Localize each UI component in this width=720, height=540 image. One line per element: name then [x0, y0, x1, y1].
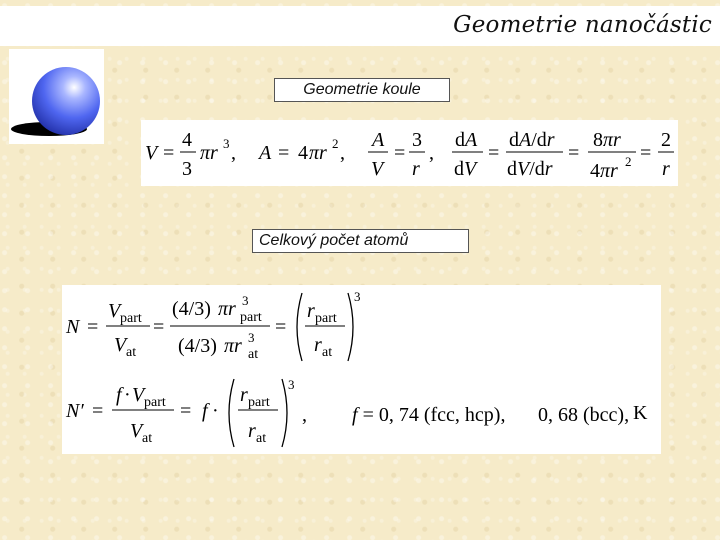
svg-text:part: part	[120, 311, 142, 326]
svg-text:3: 3	[223, 136, 230, 151]
svg-text:3: 3	[288, 377, 295, 392]
title-bar	[0, 6, 720, 46]
sphere-icon	[9, 49, 104, 144]
svg-text:=: =	[180, 400, 192, 422]
svg-text:f: f	[202, 400, 208, 422]
svg-text:2: 2	[332, 136, 339, 151]
svg-text:part: part	[144, 395, 166, 410]
svg-text:0, 68 (bcc),: 0, 68 (bcc),	[538, 404, 630, 426]
svg-text:V: V	[114, 334, 127, 356]
svg-text:f: f	[116, 384, 122, 406]
svg-text:πr: πr	[224, 335, 242, 357]
svg-text:at: at	[126, 345, 137, 360]
svg-text:3: 3	[412, 129, 422, 151]
svg-text:A: A	[259, 142, 272, 164]
svg-text:3: 3	[242, 293, 249, 308]
svg-text:,: ,	[231, 142, 236, 164]
svg-text:,: ,	[340, 142, 345, 164]
svg-text:(4/3): (4/3)	[178, 335, 217, 357]
svg-text:at: at	[142, 431, 153, 446]
svg-text:=: =	[394, 142, 406, 164]
svg-text:πr: πr	[309, 142, 327, 164]
svg-text:=: =	[92, 400, 104, 422]
slide-title: Geometrie nanočástic	[453, 12, 712, 38]
svg-text:at: at	[322, 345, 333, 360]
svg-text:·: ·	[212, 400, 219, 422]
svg-text:at: at	[248, 347, 259, 362]
svg-text:part: part	[315, 311, 337, 326]
svg-text:3: 3	[248, 330, 255, 345]
svg-text:=: =	[488, 142, 500, 164]
svg-text:at: at	[256, 431, 267, 446]
svg-text:,: ,	[302, 404, 307, 426]
svg-text:V: V	[108, 300, 121, 322]
svg-text:8πr: 8πr	[593, 129, 621, 151]
svg-text:V: V	[132, 384, 145, 406]
svg-text:·: ·	[124, 384, 131, 406]
svg-text:=: =	[275, 316, 287, 338]
svg-text:part: part	[248, 395, 270, 410]
svg-text:=: =	[568, 142, 580, 164]
svg-text:=: =	[278, 142, 290, 164]
svg-text:(4/3): (4/3)	[172, 298, 211, 320]
svg-text:V: V	[145, 142, 158, 164]
svg-text:dV: dV	[454, 158, 477, 180]
svg-text:r: r	[307, 300, 315, 322]
svg-text:A: A	[372, 129, 385, 151]
svg-text:=: =	[87, 316, 99, 338]
svg-text:r: r	[662, 158, 670, 180]
svg-text:K: K	[633, 402, 648, 424]
svg-text:2: 2	[661, 129, 671, 151]
svg-text:4: 4	[298, 142, 308, 164]
svg-text:N: N	[66, 316, 80, 338]
svg-text:dA: dA	[455, 129, 478, 151]
svg-text:4πr: 4πr	[590, 160, 618, 182]
svg-text:f = 0, 74 (fcc, hcp),: f = 0, 74 (fcc, hcp),	[352, 404, 506, 426]
svg-text:part: part	[240, 310, 262, 325]
svg-text:V: V	[371, 158, 384, 180]
atom-count-formulas	[62, 285, 661, 454]
svg-text:r: r	[240, 384, 248, 406]
sphere-geometry-label: Geometrie koule	[274, 78, 450, 102]
atom-count-label: Celkový počet atomů	[252, 229, 469, 253]
svg-text:V: V	[130, 420, 143, 442]
sphere-formulas	[141, 120, 678, 186]
svg-text:3: 3	[354, 289, 361, 304]
svg-text:πr: πr	[200, 142, 218, 164]
sphere-illustration	[9, 49, 104, 144]
svg-text:r: r	[314, 334, 322, 356]
svg-text:πr: πr	[218, 298, 236, 320]
svg-text:=: =	[163, 142, 175, 164]
svg-text:N′: N′	[66, 400, 84, 422]
svg-text:dV/dr: dV/dr	[507, 158, 553, 180]
svg-text:4: 4	[182, 129, 192, 151]
svg-text:,: ,	[429, 142, 434, 164]
svg-text:dA/dr: dA/dr	[509, 129, 555, 151]
svg-text:r: r	[248, 420, 256, 442]
svg-text:r: r	[412, 158, 420, 180]
svg-text:=: =	[153, 316, 165, 338]
svg-text:2: 2	[625, 154, 632, 169]
svg-text:=: =	[640, 142, 652, 164]
svg-text:3: 3	[182, 158, 192, 180]
